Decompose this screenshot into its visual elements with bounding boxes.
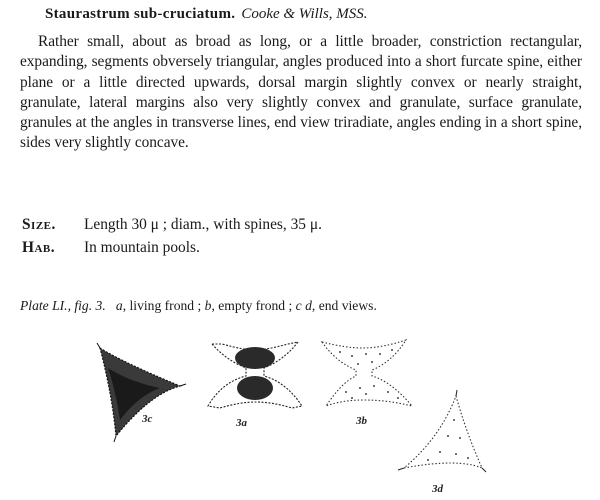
size-row bbox=[22, 216, 322, 234]
figure-3d bbox=[398, 390, 486, 495]
habitat-label: Hab. bbox=[22, 239, 56, 256]
figure-illustrations bbox=[0, 320, 600, 500]
caption-key-b: b bbox=[204, 298, 212, 313]
caption-key-a: a bbox=[115, 298, 123, 313]
species-heading bbox=[45, 6, 368, 23]
figure-3b bbox=[322, 340, 412, 427]
caption-text-b: , empty frond ; bbox=[211, 298, 293, 313]
plate-reference: Plate LI., fig. 3. bbox=[20, 298, 106, 313]
species-description: Rather small, about as broad as long, or a little broader, constriction rectangular, expanding, segments obversely triangular, angles produced into a short furcate spine, either plane or a little directed upwards, dorsal margin slightly convex or nearly straight, granulate, lateral margins also very slightly convex and granulate, surface granulate, granules at the angles in transverse lines, end view triradiate, angles ending in a short spine, sides very slightly concave. bbox=[20, 33, 582, 152]
figure-label-3c: 3c bbox=[142, 413, 153, 425]
figure-3a bbox=[208, 342, 302, 429]
caption-key-cd: c d bbox=[295, 298, 312, 313]
caption-text-a: , living frond ; bbox=[122, 298, 202, 313]
size-label: Size. bbox=[22, 216, 56, 233]
species-name: Staurastrum sub-cruciatum. bbox=[45, 6, 236, 22]
habitat-row bbox=[22, 239, 200, 257]
figure-label-3b: 3b bbox=[356, 415, 367, 427]
species-authority: Cooke & Wills, MSS. bbox=[241, 6, 368, 22]
figure-label-3d: 3d bbox=[432, 483, 443, 495]
figure-3c bbox=[97, 343, 186, 442]
plate-caption bbox=[20, 298, 377, 314]
figure-label-3a: 3a bbox=[236, 417, 247, 429]
caption-text-cd: , end views. bbox=[311, 298, 377, 313]
size-text: Length 30 μ ; diam., with spines, 35 μ. bbox=[84, 216, 322, 233]
habitat-text: In mountain pools. bbox=[84, 239, 200, 256]
